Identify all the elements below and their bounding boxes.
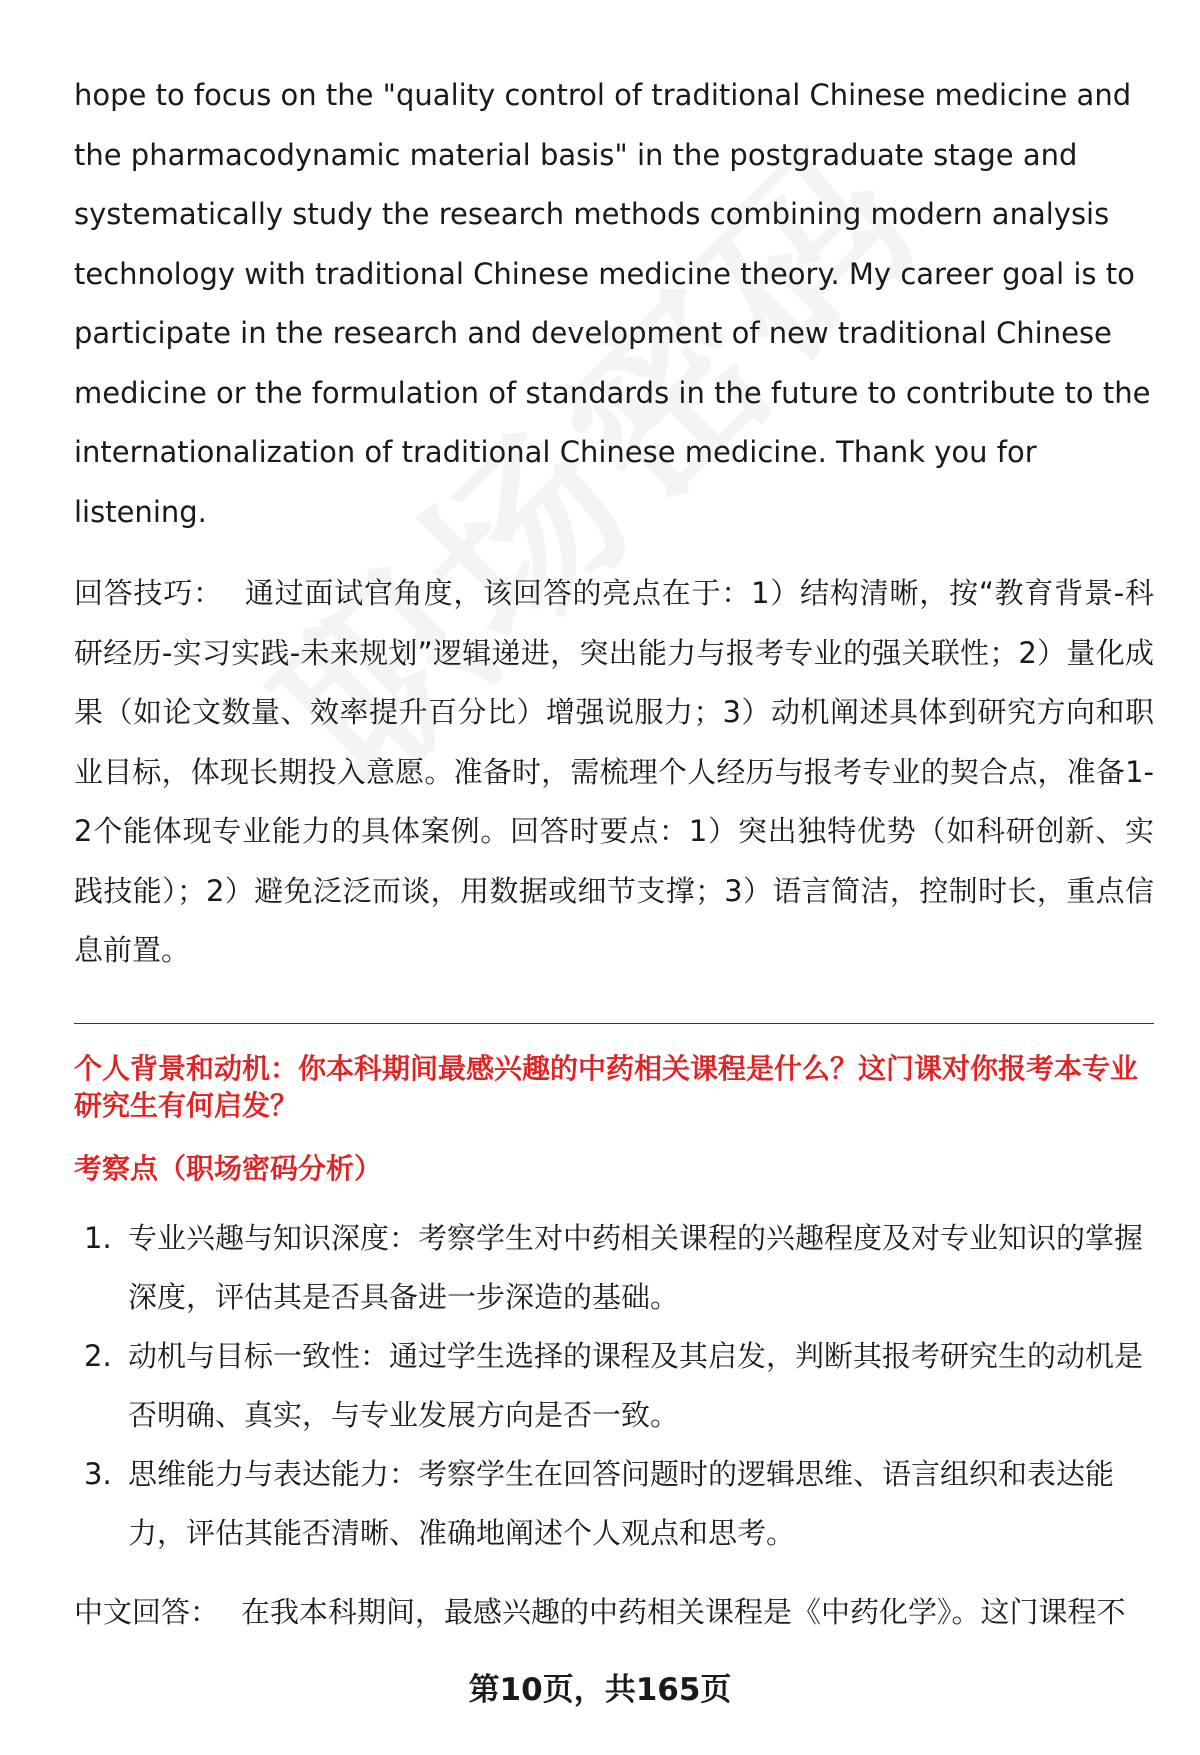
answer-tips-label: 回答技巧：	[74, 576, 223, 610]
page-number: 第10页，共165页	[468, 1672, 732, 1708]
page-content	[74, 66, 1154, 1642]
chinese-answer-label: 中文回答：	[74, 1594, 220, 1629]
question-heading: 个人背景和动机：你本科期间最感兴趣的中药相关课程是什么？这门课对你报考本专业研究生有何启发？	[74, 1051, 1139, 1122]
list-item-text: 动机与目标一致性：通过学生选择的课程及其启发，判断其报考研究生的动机是否明确、真实，与专业发展方向是否一致。	[128, 1338, 1144, 1432]
list-item-number: 1.	[84, 1220, 112, 1255]
list-item-text: 思维能力与表达能力：考察学生在回答问题时的逻辑思维、语言组织和表达能力，评估其能否清晰、准确地阐述个人观点和思考。	[128, 1456, 1115, 1550]
list-item-number: 3.	[84, 1456, 112, 1491]
chinese-answer	[74, 1583, 1154, 1642]
section-divider	[74, 1023, 1154, 1024]
assessment-list	[74, 1209, 1154, 1563]
intro-paragraph: hope to focus on the "quality control of traditional Chinese medicine and the pharmacodynamic material basis" in the postgraduate stage and systematically study the research methods combining modern analysis technology with traditional Chinese medicine theory. My career goal is to participate in the research and development of new traditional Chinese medicine or the formulation of standards in the future to contribute to the internationalization of traditional Chinese medicine. Thank you for listening.	[74, 78, 1151, 529]
list-item	[74, 1209, 1154, 1327]
list-item-text: 专业兴趣与知识深度：考察学生对中药相关课程的兴趣程度及对专业知识的掌握深度，评估其是否具备进一步深造的基础。	[128, 1220, 1144, 1314]
list-item	[74, 1445, 1154, 1563]
chinese-answer-body: 在我本科期间，最感兴趣的中药相关课程是《中药化学》。这门课程不	[241, 1594, 1126, 1629]
list-item	[74, 1327, 1154, 1445]
answer-tips-body: 通过面试官角度，该回答的亮点在于：1）结构清晰，按“教育背景-科研经历-实习实践-未来规划”逻辑递进，突出能力与报考专业的强关联性；2）量化成果（如论文数量、效率提升百分比）增强说服力；3）动机阐述具体到研究方向和职业目标，体现长期投入意愿。准备时，需梳理个人经历与报考专业的契合点，准备1-2个能体现专业能力的具体案例。回答时要点：1）突出独特优势（如科研创新、实践技能）；2）避免泛泛而谈，用数据或细节支撑；3）语言简洁，控制时长，重点信息前置。	[74, 576, 1154, 967]
list-item-number: 2.	[84, 1338, 112, 1373]
answer-tips	[74, 564, 1154, 981]
assessment-heading: 考察点（职场密码分析）	[74, 1151, 383, 1185]
